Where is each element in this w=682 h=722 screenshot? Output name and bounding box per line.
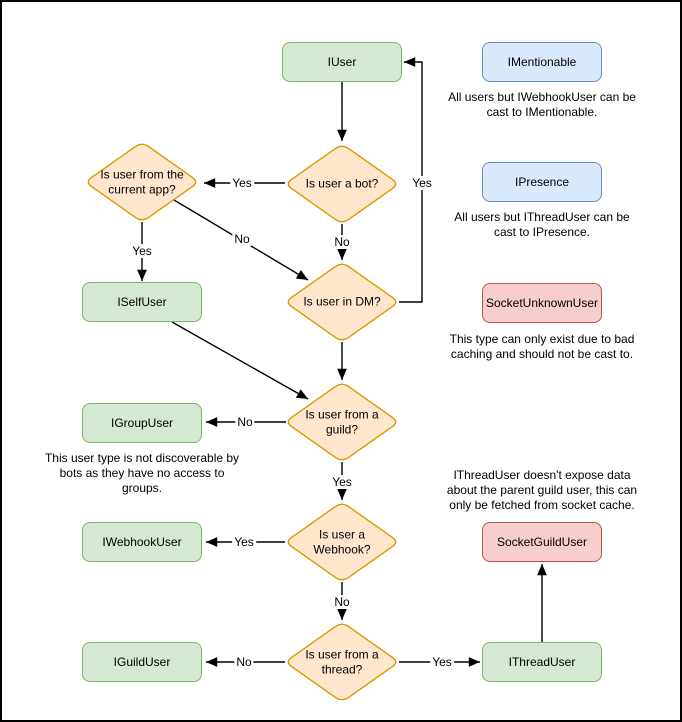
node-socketguilduser (482, 522, 602, 562)
edge-label-bot-to-app-yes: Yes (232, 176, 252, 190)
edge-label-thread-to-iguild-no: No (236, 655, 252, 669)
node-label: ISelfUser (117, 295, 167, 309)
edge-label-thread-to-ithread-yes: Yes (432, 655, 452, 669)
edge-label-webhook-to-thread-no: No (334, 595, 350, 609)
node-iselfuser (82, 282, 202, 322)
decision-is-user-from-guild (285, 382, 399, 462)
note-igroupuser: This user type is not discoverable by bots as they have no access to groups. (44, 451, 240, 495)
decision-label: Is user a Webhook? (313, 527, 371, 556)
node-imentionable (482, 42, 602, 82)
node-label: IThreadUser (508, 655, 576, 669)
decision-is-user-a-bot (285, 144, 399, 224)
edge-label-app-to-dm-no: No (234, 232, 250, 246)
node-label: IMentionable (507, 55, 577, 69)
node-label: IUser (327, 55, 357, 69)
edge-label-app-to-self-yes: Yes (132, 244, 152, 258)
node-label: SocketUnknownUser (485, 296, 599, 310)
node-iuser (282, 42, 402, 82)
decision-is-user-in-dm (285, 262, 399, 342)
note-ipresence: All users but IThreadUser can be cast to IPresence. (454, 210, 630, 239)
node-label: IGuildUser (113, 655, 171, 669)
edge-label-webhook-to-iwebhook-yes: Yes (234, 535, 254, 549)
decision-label: Is user from the current app? (100, 167, 184, 196)
edge-label-bot-to-dm-no: No (334, 235, 350, 249)
decision-label: Is user a bot? (305, 176, 379, 191)
node-label: IGroupUser (110, 416, 174, 430)
decision-label: Is user from a guild? (305, 407, 379, 436)
node-iwebhookuser (82, 522, 202, 562)
decision-label: Is user in DM? (303, 294, 381, 309)
edge-label-guild-to-webhook-yes: Yes (332, 475, 352, 489)
node-ithreaduser (482, 642, 602, 682)
node-ipresence (482, 162, 602, 202)
decision-is-user-from-current-app (85, 142, 199, 222)
note-socketunknownuser: This type can only exist due to bad caching and should not be cast to. (449, 332, 635, 361)
note-imentionable: All users but IWebhookUser can be cast to IMentionable. (448, 90, 636, 119)
node-label: IPresence (514, 175, 570, 189)
node-igroupuser (82, 403, 202, 443)
node-label: SocketGuildUser (496, 535, 588, 549)
decision-label: Is user from a thread? (305, 647, 379, 676)
decision-is-user-from-thread (285, 622, 399, 702)
edge-label-guild-to-group-no: No (237, 415, 253, 429)
decision-is-user-a-webhook (285, 502, 399, 582)
node-socketunknownuser (482, 283, 602, 323)
note-ithreaduser: IThreadUser doesn't expose data about the parent guild user, this can only be fetched from socket cache. (446, 468, 638, 512)
node-label: IWebhookUser (102, 535, 182, 549)
node-iguilduser (82, 642, 202, 682)
edge-label-dm-to-iuser-yes: Yes (412, 176, 432, 190)
